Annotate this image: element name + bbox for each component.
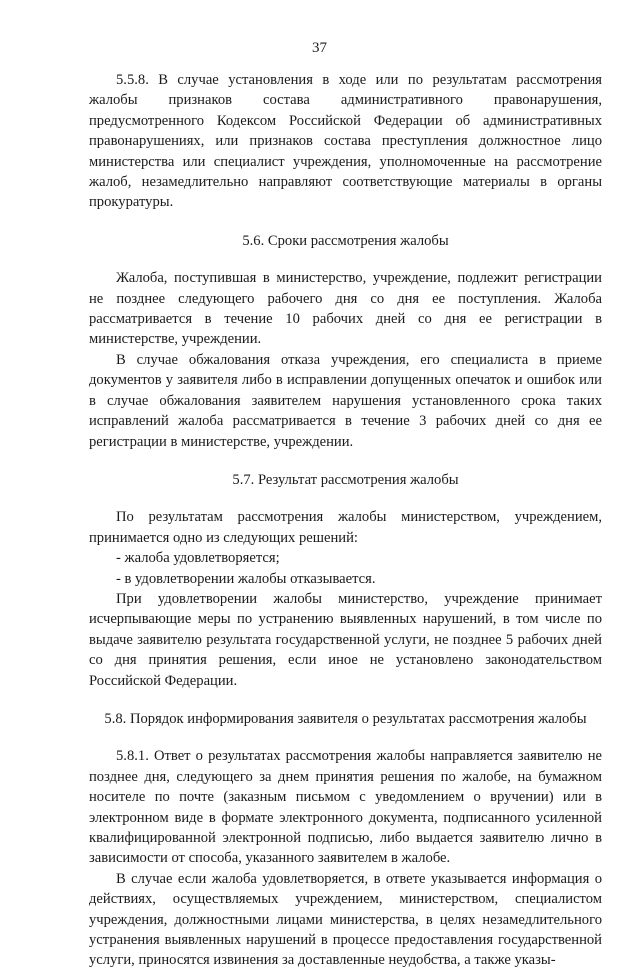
paragraph-5-8-satisfied-response: В случае если жалоба удовлетворяется, в ответе указывается информация о действиях, осуществляемых учреждением, министерством, специалистом учреждения, должностными лицами министерства, в целях незамедлительного устранения выявленных нарушений в процессе предоставления государственной услуги, приносятся извинения за доставленные неудобства, а также указы- [89, 870, 602, 969]
list-item-satisfied: - жалоба удовлетворяется; [116, 550, 280, 567]
paragraph-5-7-decisions: По результатам рассмотрения жалобы министерством, учреждением, принимается одно из следующих решений: [89, 509, 602, 546]
section-heading-5-8: 5.8. Порядок информирования заявителя о результатах рассмотрения жалобы [104, 710, 587, 727]
list-item-refused: - в удовлетворении жалобы отказывается. [116, 570, 376, 587]
paragraph-5-6-registration: Жалоба, поступившая в министерство, учреждение, подлежит регистрации не позднее следующего рабочего дня со дня ее поступления. Жалоба рассматривается в течение 10 рабочих дней со дня ее регистрации в министерстве, учреждении. [89, 270, 602, 348]
section-heading-5-6: 5.6. Сроки рассмотрения жалобы [242, 232, 449, 249]
document-body [89, 70, 602, 971]
paragraph-5-5-8: 5.5.8. В случае установления в ходе или по результатам рассмотрения жалобы признаков состава административного правонарушения, предусмотренного Кодексом Российской Федерации об административных правонарушениях, или признаков состава преступления должностное лицо министерства или специалист учреждения, уполномоченные на рассмотрение жалоб, незамедлительно направляют соответствующие материалы в органы прокуратуры. [89, 72, 602, 211]
paragraph-5-8-1: 5.8.1. Ответ о результатах рассмотрения жалобы направляется заявителю не позднее дня, следующего за днем принятия решения по жалобе, на бумажном носителе по почте (заказным письмом с уведомлением о вручении) или в электронном виде в формате электронного документа, подписанного усиленной квалифицированной электронной подписью, либо выдается заявителю лично в зависимости от способа, указанного заявителем в жалобе. [89, 748, 602, 867]
paragraph-5-7-measures: При удовлетворении жалобы министерство, учреждение принимает исчерпывающие меры по устранению выявленных нарушений, в том числе по выдаче заявителю результата государственной услуги, не позднее 5 рабочих дней со дня принятия решения, если иное не установлено законодательством Российской Федерации. [89, 590, 602, 689]
page-number: 37 [312, 40, 327, 56]
section-heading-5-7: 5.7. Результат рассмотрения жалобы [232, 471, 459, 488]
paragraph-5-6-appeal-refusal: В случае обжалования отказа учреждения, его специалиста в приеме документов у заявителя либо в исправлении допущенных опечаток и ошибок или в случае обжалования заявителем нарушения установленного срока таких исправлений жалоба рассматривается в течение 3 рабочих дней со дня ее регистрации в министерстве, учреждении. [89, 351, 602, 450]
